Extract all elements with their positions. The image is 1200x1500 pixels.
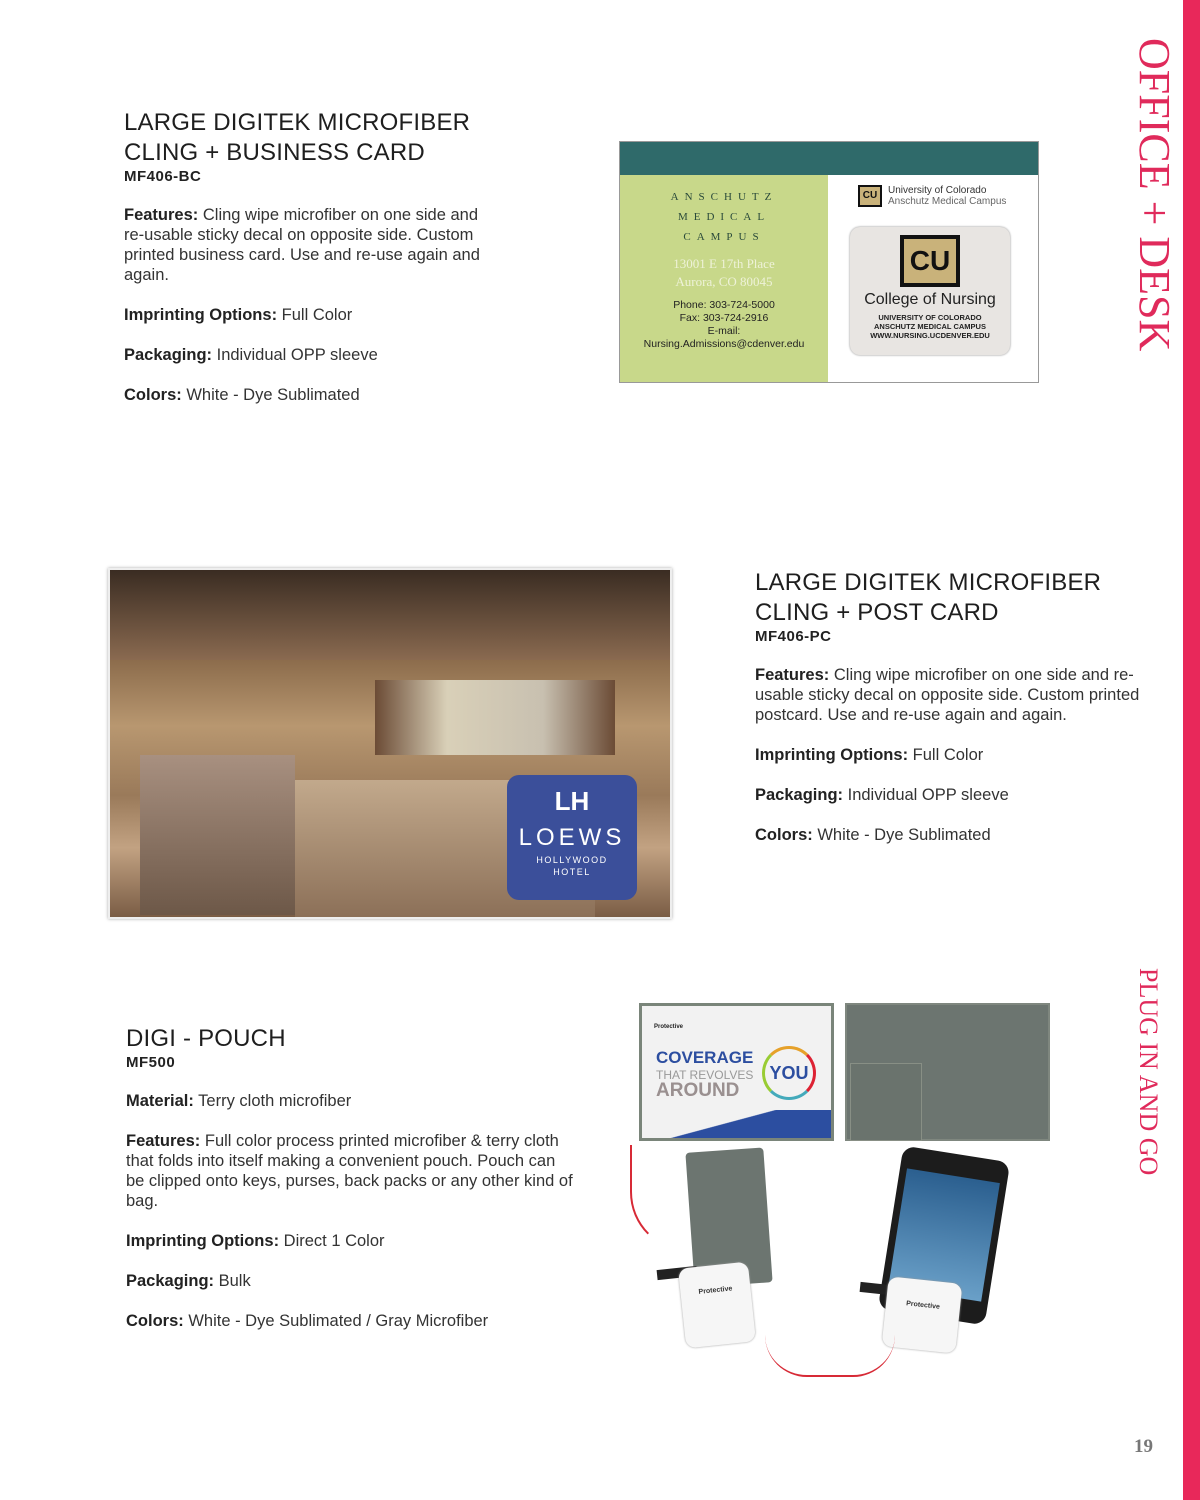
product-sku: MF406-BC	[124, 168, 202, 185]
pouch-folded: Protective	[678, 1262, 756, 1349]
cling-subtext: UNIVERSITY OF COLORADO ANSCHUTZ MEDICAL CAMPUS WWW.NURSING.UCDENVER.EDU	[870, 313, 990, 340]
brand-label: Protective	[654, 1024, 684, 1030]
pouch-stand: Protective	[882, 1276, 963, 1353]
field-imprinting: Imprinting Options: Full Color	[124, 306, 353, 324]
photo-shelves	[375, 680, 615, 755]
red-arrow-2-icon	[765, 1335, 895, 1377]
loews-cling-decal	[507, 775, 637, 900]
product-title: DIGI - POUCH	[126, 1025, 286, 1052]
field-packaging: Packaging: Individual OPP sleeve	[755, 786, 1009, 804]
digi-pouch-images	[630, 995, 1060, 1395]
postcard-photo	[108, 568, 672, 919]
cling-decal	[850, 227, 1010, 355]
card-right-panel	[828, 175, 1038, 382]
print-line-1: COVERAGE	[656, 1048, 754, 1067]
product-mf406-pc	[755, 568, 1145, 845]
field-colors: Colors: White - Dye Sublimated / Gray Microfiber	[126, 1312, 489, 1330]
cu-header-text: University of Colorado Anschutz Medical Campus	[888, 185, 1007, 207]
field-imprinting: Imprinting Options: Direct 1 Color	[126, 1232, 385, 1250]
field-features: Features: Cling wipe microfiber on one side and re-usable sticky decal on opposite side. Custom printed postcard. Use and re-use again and again.	[755, 666, 1140, 724]
accent-side-bar	[1183, 0, 1200, 1500]
field-features: Features: Full color process printed microfiber & terry cloth that folds into itself making a convenient pouch. Pouch can be clipped onto keys, purses, back packs or any other kind of bag.	[126, 1132, 573, 1210]
loews-subtitle: HOLLYWOOD HOTEL	[536, 855, 608, 877]
card-header-band	[620, 142, 1038, 175]
photo-counter	[140, 755, 295, 915]
loews-brand: LOEWS	[518, 824, 626, 851]
cu-logo-large-icon: CU	[900, 235, 960, 287]
product-mf500	[126, 1024, 576, 1331]
field-material: Material: Terry cloth microfiber	[126, 1092, 352, 1110]
field-packaging: Packaging: Individual OPP sleeve	[124, 346, 378, 364]
field-imprinting: Imprinting Options: Full Color	[755, 746, 984, 764]
cling-title: College of Nursing	[864, 291, 996, 308]
pouch-pocket	[850, 1063, 922, 1141]
title-line-1: LARGE DIGITEK MICROFIBER	[755, 569, 1102, 596]
page-number: 19	[1134, 1436, 1153, 1457]
campus-name: ANSCHUTZ MEDICAL CAMPUS	[670, 191, 778, 243]
title-line-2: CLING + BUSINESS CARD	[124, 139, 425, 166]
campus-address: 13001 E 17th Place Aurora, CO 80045	[673, 256, 775, 289]
red-arrow-1-icon	[630, 1145, 692, 1252]
pouch-terry-side	[845, 1003, 1050, 1141]
field-colors: Colors: White - Dye Sublimated	[124, 386, 360, 404]
product-title	[755, 568, 1145, 628]
pouch-printed-side	[639, 1003, 834, 1141]
campus-contact: Phone: 303-724-5000 Fax: 303-724-2916 E-mail: Nursing.Admissions@cdenver.edu	[643, 299, 805, 350]
cu-header	[828, 175, 1038, 207]
product-sku: MF500	[126, 1054, 176, 1071]
product-title	[124, 108, 484, 168]
field-packaging: Packaging: Bulk	[126, 1272, 251, 1290]
title-line-1: LARGE DIGITEK MICROFIBER	[124, 109, 471, 136]
photo-ceiling	[110, 570, 670, 660]
business-card-image	[619, 141, 1039, 383]
field-features: Features: Cling wipe microfiber on one side and re-usable sticky decal on opposite side. Custom printed business card. Use and re-use again and again.	[124, 206, 480, 284]
section-label-plug-in-and-go: PLUG IN AND GO	[1134, 968, 1163, 1176]
blue-stripe	[642, 1110, 831, 1138]
card-left-panel	[620, 175, 828, 382]
title-line-2: CLING + POST CARD	[755, 599, 999, 626]
field-colors: Colors: White - Dye Sublimated	[755, 826, 991, 844]
loews-logo-icon: LH	[554, 786, 590, 816]
product-mf406-bc	[124, 108, 484, 405]
you-circle-icon: YOU	[762, 1046, 816, 1100]
print-line-3: AROUND	[656, 1080, 740, 1101]
section-label-office-desk: OFFICE + DESK	[1130, 38, 1179, 352]
product-sku: MF406-PC	[755, 628, 832, 645]
print-line-2: THAT REVOLVES	[656, 1068, 754, 1082]
cu-logo-icon: CU	[858, 185, 882, 207]
